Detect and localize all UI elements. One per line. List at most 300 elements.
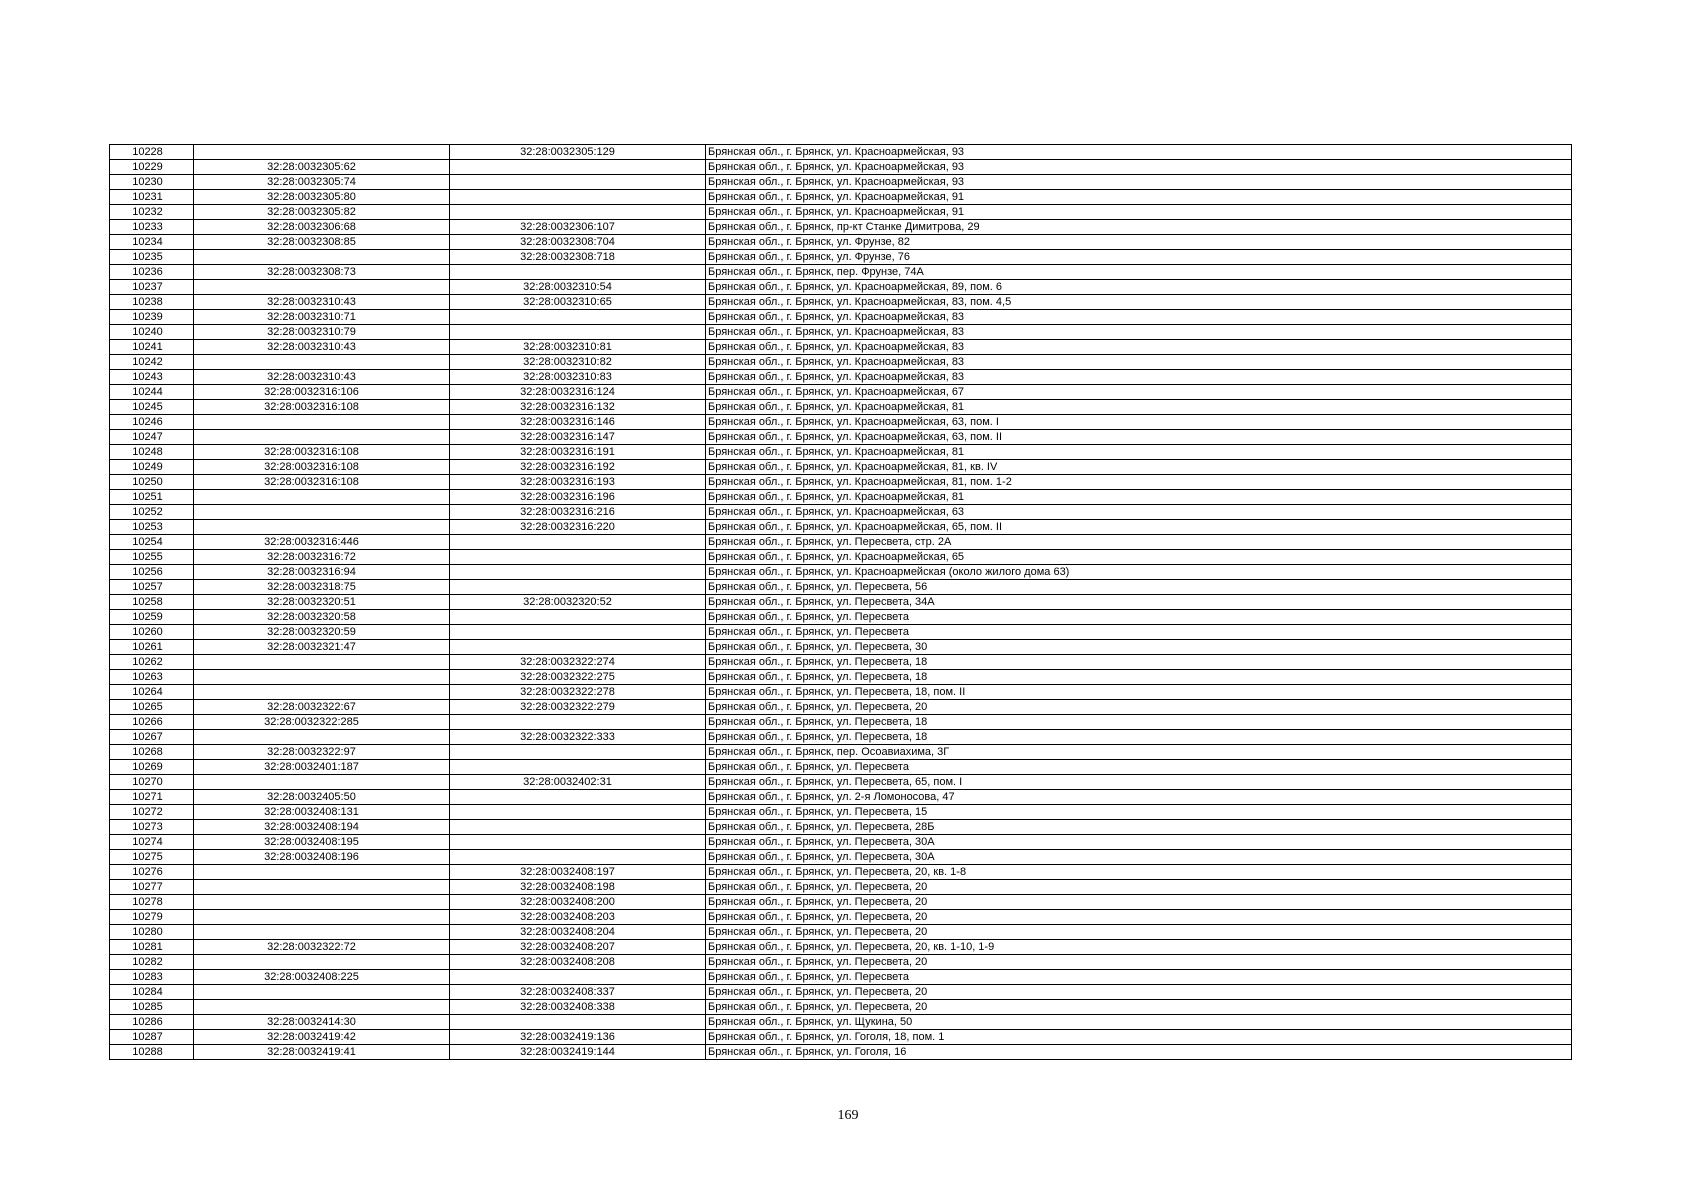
cadastral-number-cell: [194, 490, 450, 505]
cadastral-object-cell: 32:28:0032408:208: [450, 955, 706, 970]
cadastral-number-cell: 32:28:0032316:108: [194, 475, 450, 490]
row-number-cell: 10286: [110, 1015, 194, 1030]
table-row: [110, 505, 1572, 520]
cadastral-number-cell: 32:28:0032419:42: [194, 1030, 450, 1045]
cadastral-object-cell: [450, 625, 706, 640]
address-cell: Брянская обл., г. Брянск, пр-кт Станке Димитрова, 29: [706, 220, 1572, 235]
cadastral-object-cell: [450, 175, 706, 190]
row-number-cell: 10252: [110, 505, 194, 520]
address-cell: Брянская обл., г. Брянск, ул. Пересвета, 20, кв. 1-8: [706, 865, 1572, 880]
row-number-cell: 10244: [110, 385, 194, 400]
row-number-cell: 10254: [110, 535, 194, 550]
address-cell: Брянская обл., г. Брянск, ул. Красноармейская, 81, пом. 1-2: [706, 475, 1572, 490]
cadastral-object-cell: 32:28:0032322:279: [450, 700, 706, 715]
cadastral-number-cell: 32:28:0032316:108: [194, 460, 450, 475]
cadastral-object-cell: 32:28:0032310:82: [450, 355, 706, 370]
table-row: [110, 1030, 1572, 1045]
address-cell: Брянская обл., г. Брянск, ул. Красноармейская, 63, пом. II: [706, 430, 1572, 445]
row-number-cell: 10277: [110, 880, 194, 895]
cadastral-number-cell: 32:28:0032322:97: [194, 745, 450, 760]
table-row: [110, 400, 1572, 415]
cadastral-object-cell: 32:28:0032408:198: [450, 880, 706, 895]
table-row: [110, 565, 1572, 580]
row-number-cell: 10288: [110, 1045, 194, 1060]
cadastral-number-cell: 32:28:0032305:80: [194, 190, 450, 205]
cadastral-object-cell: 32:28:0032408:204: [450, 925, 706, 940]
cadastral-number-cell: 32:28:0032316:72: [194, 550, 450, 565]
cadastral-object-cell: [450, 265, 706, 280]
table-row: [110, 865, 1572, 880]
row-number-cell: 10248: [110, 445, 194, 460]
row-number-cell: 10245: [110, 400, 194, 415]
address-cell: Брянская обл., г. Брянск, ул. Пересвета: [706, 970, 1572, 985]
cadastral-object-cell: 32:28:0032310:54: [450, 280, 706, 295]
cadastral-object-cell: 32:28:0032322:278: [450, 685, 706, 700]
cadastral-number-cell: [194, 505, 450, 520]
address-cell: Брянская обл., г. Брянск, ул. Пересвета, 56: [706, 580, 1572, 595]
address-cell: Брянская обл., г. Брянск, ул. Пересвета, стр. 2А: [706, 535, 1572, 550]
cadastral-number-cell: [194, 670, 450, 685]
cadastral-object-cell: 32:28:0032316:147: [450, 430, 706, 445]
row-number-cell: 10276: [110, 865, 194, 880]
cadastral-number-cell: 32:28:0032408:131: [194, 805, 450, 820]
cadastral-object-cell: [450, 835, 706, 850]
table-row: [110, 550, 1572, 565]
table-row: [110, 1000, 1572, 1015]
cadastral-number-cell: [194, 655, 450, 670]
cadastral-number-cell: [194, 250, 450, 265]
address-cell: Брянская обл., г. Брянск, ул. Пересвета, 20: [706, 895, 1572, 910]
cadastral-number-cell: 32:28:0032419:41: [194, 1045, 450, 1060]
cadastral-number-cell: 32:28:0032320:58: [194, 610, 450, 625]
table-row: [110, 160, 1572, 175]
table-row: [110, 985, 1572, 1000]
cadastral-object-cell: 32:28:0032408:200: [450, 895, 706, 910]
cadastral-number-cell: [194, 145, 450, 160]
address-cell: Брянская обл., г. Брянск, ул. Пересвета, 20: [706, 925, 1572, 940]
cadastral-number-cell: 32:28:0032308:73: [194, 265, 450, 280]
cadastral-object-cell: 32:28:0032408:207: [450, 940, 706, 955]
cadastral-object-cell: 32:28:0032419:136: [450, 1030, 706, 1045]
cadastral-number-cell: 32:28:0032310:43: [194, 295, 450, 310]
table-row: [110, 970, 1572, 985]
row-number-cell: 10263: [110, 670, 194, 685]
address-cell: Брянская обл., г. Брянск, ул. Красноармейская, 83: [706, 340, 1572, 355]
cadastral-object-cell: [450, 310, 706, 325]
address-cell: Брянская обл., г. Брянск, ул. Красноармейская, 83: [706, 325, 1572, 340]
row-number-cell: 10257: [110, 580, 194, 595]
cadastral-number-cell: [194, 415, 450, 430]
cadastral-object-cell: [450, 805, 706, 820]
row-number-cell: 10232: [110, 205, 194, 220]
cadastral-object-cell: [450, 535, 706, 550]
cadastral-number-cell: 32:28:0032306:68: [194, 220, 450, 235]
address-cell: Брянская обл., г. Брянск, ул. Красноармейская, 63, пом. I: [706, 415, 1572, 430]
cadastral-number-cell: 32:28:0032305:82: [194, 205, 450, 220]
cadastral-number-cell: 32:28:0032405:50: [194, 790, 450, 805]
cadastral-number-cell: 32:28:0032401:187: [194, 760, 450, 775]
address-cell: Брянская обл., г. Брянск, ул. Красноармейская, 65: [706, 550, 1572, 565]
address-cell: Брянская обл., г. Брянск, ул. Красноармейская, 67: [706, 385, 1572, 400]
cadastral-object-cell: [450, 325, 706, 340]
cadastral-object-cell: 32:28:0032310:65: [450, 295, 706, 310]
cadastral-number-cell: 32:28:0032322:72: [194, 940, 450, 955]
records-table-body: [110, 145, 1572, 1060]
address-cell: Брянская обл., г. Брянск, ул. Красноармейская, 63: [706, 505, 1572, 520]
row-number-cell: 10239: [110, 310, 194, 325]
cadastral-object-cell: [450, 640, 706, 655]
row-number-cell: 10241: [110, 340, 194, 355]
address-cell: Брянская обл., г. Брянск, ул. Пересвета, 20: [706, 910, 1572, 925]
cadastral-object-cell: 32:28:0032322:274: [450, 655, 706, 670]
cadastral-number-cell: 32:28:0032316:446: [194, 535, 450, 550]
table-row: [110, 265, 1572, 280]
cadastral-number-cell: [194, 865, 450, 880]
cadastral-object-cell: [450, 820, 706, 835]
cadastral-object-cell: [450, 565, 706, 580]
cadastral-object-cell: 32:28:0032419:144: [450, 1045, 706, 1060]
address-cell: Брянская обл., г. Брянск, ул. Красноармейская, 83: [706, 370, 1572, 385]
cadastral-number-cell: [194, 430, 450, 445]
address-cell: Брянская обл., г. Брянск, ул. Красноармейская, 83, пом. 4,5: [706, 295, 1572, 310]
table-row: [110, 775, 1572, 790]
cadastral-object-cell: [450, 760, 706, 775]
row-number-cell: 10271: [110, 790, 194, 805]
row-number-cell: 10273: [110, 820, 194, 835]
row-number-cell: 10283: [110, 970, 194, 985]
address-cell: Брянская обл., г. Брянск, ул. Пересвета, 65, пом. I: [706, 775, 1572, 790]
cadastral-number-cell: [194, 925, 450, 940]
row-number-cell: 10238: [110, 295, 194, 310]
cadastral-object-cell: 32:28:0032316:220: [450, 520, 706, 535]
cadastral-object-cell: 32:28:0032316:146: [450, 415, 706, 430]
table-row: [110, 910, 1572, 925]
cadastral-number-cell: 32:28:0032310:43: [194, 370, 450, 385]
table-row: [110, 610, 1572, 625]
cadastral-number-cell: 32:28:0032316:94: [194, 565, 450, 580]
table-row: [110, 1015, 1572, 1030]
row-number-cell: 10275: [110, 850, 194, 865]
table-row: [110, 280, 1572, 295]
address-cell: Брянская обл., г. Брянск, ул. Пересвета, 15: [706, 805, 1572, 820]
address-cell: Брянская обл., г. Брянск, ул. Красноармейская, 89, пом. 6: [706, 280, 1572, 295]
row-number-cell: 10243: [110, 370, 194, 385]
row-number-cell: 10237: [110, 280, 194, 295]
table-row: [110, 445, 1572, 460]
cadastral-object-cell: 32:28:0032322:333: [450, 730, 706, 745]
address-cell: Брянская обл., г. Брянск, ул. Пересвета, 20, кв. 1-10, 1-9: [706, 940, 1572, 955]
table-row: [110, 385, 1572, 400]
row-number-cell: 10274: [110, 835, 194, 850]
cadastral-object-cell: 32:28:0032316:124: [450, 385, 706, 400]
address-cell: Брянская обл., г. Брянск, ул. Красноармейская, 81, кв. IV: [706, 460, 1572, 475]
cadastral-object-cell: [450, 610, 706, 625]
row-number-cell: 10267: [110, 730, 194, 745]
table-row: [110, 655, 1572, 670]
row-number-cell: 10231: [110, 190, 194, 205]
table-row: [110, 430, 1572, 445]
table-row: [110, 730, 1572, 745]
table-row: [110, 805, 1572, 820]
cadastral-number-cell: [194, 880, 450, 895]
row-number-cell: 10229: [110, 160, 194, 175]
table-row: [110, 715, 1572, 730]
cadastral-number-cell: 32:28:0032310:71: [194, 310, 450, 325]
address-cell: Брянская обл., г. Брянск, ул. Красноармейская, 65, пом. II: [706, 520, 1572, 535]
row-number-cell: 10269: [110, 760, 194, 775]
cadastral-object-cell: 32:28:0032320:52: [450, 595, 706, 610]
row-number-cell: 10234: [110, 235, 194, 250]
address-cell: Брянская обл., г. Брянск, ул. Пересвета, 18: [706, 670, 1572, 685]
cadastral-object-cell: 32:28:0032408:337: [450, 985, 706, 1000]
cadastral-object-cell: 32:28:0032316:191: [450, 445, 706, 460]
table-row: [110, 220, 1572, 235]
cadastral-object-cell: [450, 160, 706, 175]
row-number-cell: 10242: [110, 355, 194, 370]
page-number: 169: [837, 1108, 859, 1123]
cadastral-number-cell: 32:28:0032305:74: [194, 175, 450, 190]
table-row: [110, 940, 1572, 955]
table-row: [110, 235, 1572, 250]
table-row: [110, 595, 1572, 610]
address-cell: Брянская обл., г. Брянск, ул. Фрунзе, 76: [706, 250, 1572, 265]
address-cell: Брянская обл., г. Брянск, ул. Красноармейская, 81: [706, 490, 1572, 505]
table-row: [110, 520, 1572, 535]
address-cell: Брянская обл., г. Брянск, ул. Пересвета, 30А: [706, 850, 1572, 865]
table-row: [110, 340, 1572, 355]
address-cell: Брянская обл., г. Брянск, ул. Красноармейская, 91: [706, 190, 1572, 205]
table-row: [110, 175, 1572, 190]
cadastral-number-cell: 32:28:0032310:43: [194, 340, 450, 355]
row-number-cell: 10285: [110, 1000, 194, 1015]
cadastral-object-cell: 32:28:0032316:192: [450, 460, 706, 475]
table-row: [110, 820, 1572, 835]
row-number-cell: 10230: [110, 175, 194, 190]
row-number-cell: 10268: [110, 745, 194, 760]
table-row: [110, 535, 1572, 550]
address-cell: Брянская обл., г. Брянск, ул. Пересвета, 20: [706, 700, 1572, 715]
address-cell: Брянская обл., г. Брянск, ул. Красноармейская, 81: [706, 445, 1572, 460]
table-row: [110, 145, 1572, 160]
cadastral-number-cell: 32:28:0032310:79: [194, 325, 450, 340]
cadastral-object-cell: [450, 580, 706, 595]
cadastral-number-cell: 32:28:0032408:225: [194, 970, 450, 985]
row-number-cell: 10281: [110, 940, 194, 955]
address-cell: Брянская обл., г. Брянск, ул. Пересвета, 20: [706, 955, 1572, 970]
cadastral-object-cell: [450, 790, 706, 805]
address-cell: Брянская обл., г. Брянск, ул. Щукина, 50: [706, 1015, 1572, 1030]
address-cell: Брянская обл., г. Брянск, ул. 2-я Ломоносова, 47: [706, 790, 1572, 805]
row-number-cell: 10247: [110, 430, 194, 445]
cadastral-object-cell: [450, 190, 706, 205]
row-number-cell: 10279: [110, 910, 194, 925]
address-cell: Брянская обл., г. Брянск, ул. Гоголя, 16: [706, 1045, 1572, 1060]
cadastral-number-cell: 32:28:0032408:196: [194, 850, 450, 865]
address-cell: Брянская обл., г. Брянск, ул. Красноармейская, 83: [706, 355, 1572, 370]
cadastral-object-cell: 32:28:0032308:704: [450, 235, 706, 250]
table-row: [110, 580, 1572, 595]
row-number-cell: 10253: [110, 520, 194, 535]
address-cell: Брянская обл., г. Брянск, ул. Красноармейская, 91: [706, 205, 1572, 220]
cadastral-number-cell: 32:28:0032408:194: [194, 820, 450, 835]
table-row: [110, 880, 1572, 895]
cadastral-number-cell: [194, 1000, 450, 1015]
cadastral-number-cell: [194, 895, 450, 910]
table-row: [110, 370, 1572, 385]
row-number-cell: 10255: [110, 550, 194, 565]
address-cell: Брянская обл., г. Брянск, ул. Красноармейская (около жилого дома 63): [706, 565, 1572, 580]
cadastral-object-cell: 32:28:0032408:338: [450, 1000, 706, 1015]
address-cell: Брянская обл., г. Брянск, ул. Пересвета, 20: [706, 880, 1572, 895]
table-row: [110, 955, 1572, 970]
address-cell: Брянская обл., г. Брянск, ул. Пересвета, 30: [706, 640, 1572, 655]
row-number-cell: 10233: [110, 220, 194, 235]
cadastral-number-cell: 32:28:0032408:195: [194, 835, 450, 850]
row-number-cell: 10228: [110, 145, 194, 160]
cadastral-object-cell: [450, 745, 706, 760]
row-number-cell: 10287: [110, 1030, 194, 1045]
table-row: [110, 325, 1572, 340]
cadastral-object-cell: [450, 1015, 706, 1030]
table-row: [110, 790, 1572, 805]
cadastral-object-cell: [450, 205, 706, 220]
table-row: [110, 310, 1572, 325]
address-cell: Брянская обл., г. Брянск, ул. Пересвета, 18: [706, 730, 1572, 745]
table-row: [110, 685, 1572, 700]
row-number-cell: 10259: [110, 610, 194, 625]
table-row: [110, 1045, 1572, 1060]
row-number-cell: 10250: [110, 475, 194, 490]
cadastral-number-cell: 32:28:0032316:108: [194, 445, 450, 460]
cadastral-number-cell: [194, 955, 450, 970]
row-number-cell: 10278: [110, 895, 194, 910]
address-cell: Брянская обл., г. Брянск, ул. Пересвета, 30А: [706, 835, 1572, 850]
row-number-cell: 10270: [110, 775, 194, 790]
cadastral-object-cell: 32:28:0032402:31: [450, 775, 706, 790]
cadastral-object-cell: 32:28:0032308:718: [450, 250, 706, 265]
cadastral-object-cell: 32:28:0032310:81: [450, 340, 706, 355]
row-number-cell: 10249: [110, 460, 194, 475]
table-row: [110, 745, 1572, 760]
cadastral-number-cell: 32:28:0032414:30: [194, 1015, 450, 1030]
row-number-cell: 10256: [110, 565, 194, 580]
cadastral-number-cell: 32:28:0032316:106: [194, 385, 450, 400]
cadastral-number-cell: [194, 685, 450, 700]
address-cell: Брянская обл., г. Брянск, ул. Пересвета, 18: [706, 655, 1572, 670]
records-table: [109, 144, 1572, 1060]
address-cell: Брянская обл., г. Брянск, ул. Красноармейская, 93: [706, 145, 1572, 160]
address-cell: Брянская обл., г. Брянск, пер. Осоавиахима, 3Г: [706, 745, 1572, 760]
address-cell: Брянская обл., г. Брянск, ул. Красноармейская, 81: [706, 400, 1572, 415]
address-cell: Брянская обл., г. Брянск, ул. Пересвета, 20: [706, 1000, 1572, 1015]
address-cell: Брянская обл., г. Брянск, ул. Фрунзе, 82: [706, 235, 1572, 250]
row-number-cell: 10236: [110, 265, 194, 280]
table-row: [110, 850, 1572, 865]
cadastral-object-cell: 32:28:0032316:132: [450, 400, 706, 415]
cadastral-number-cell: 32:28:0032321:47: [194, 640, 450, 655]
address-cell: Брянская обл., г. Брянск, ул. Красноармейская, 83: [706, 310, 1572, 325]
table-row: [110, 295, 1572, 310]
cadastral-number-cell: [194, 355, 450, 370]
table-row: [110, 835, 1572, 850]
row-number-cell: 10266: [110, 715, 194, 730]
address-cell: Брянская обл., г. Брянск, ул. Пересвета, 20: [706, 985, 1572, 1000]
table-row: [110, 925, 1572, 940]
table-row: [110, 700, 1572, 715]
table-row: [110, 760, 1572, 775]
cadastral-number-cell: [194, 730, 450, 745]
cadastral-number-cell: [194, 910, 450, 925]
cadastral-object-cell: 32:28:0032316:193: [450, 475, 706, 490]
table-row: [110, 490, 1572, 505]
address-cell: Брянская обл., г. Брянск, ул. Пересвета: [706, 625, 1572, 640]
cadastral-number-cell: 32:28:0032305:62: [194, 160, 450, 175]
row-number-cell: 10251: [110, 490, 194, 505]
row-number-cell: 10261: [110, 640, 194, 655]
row-number-cell: 10240: [110, 325, 194, 340]
cadastral-number-cell: 32:28:0032320:59: [194, 625, 450, 640]
table-row: [110, 460, 1572, 475]
address-cell: Брянская обл., г. Брянск, ул. Пересвета, 18: [706, 715, 1572, 730]
table-row: [110, 250, 1572, 265]
address-cell: Брянская обл., г. Брянск, ул. Пересвета: [706, 760, 1572, 775]
row-number-cell: 10260: [110, 625, 194, 640]
table-row: [110, 475, 1572, 490]
row-number-cell: 10284: [110, 985, 194, 1000]
cadastral-object-cell: 32:28:0032305:129: [450, 145, 706, 160]
cadastral-number-cell: 32:28:0032308:85: [194, 235, 450, 250]
cadastral-object-cell: 32:28:0032408:197: [450, 865, 706, 880]
cadastral-number-cell: [194, 280, 450, 295]
cadastral-object-cell: [450, 850, 706, 865]
cadastral-number-cell: 32:28:0032318:75: [194, 580, 450, 595]
cadastral-object-cell: [450, 550, 706, 565]
address-cell: Брянская обл., г. Брянск, ул. Пересвета, 34А: [706, 595, 1572, 610]
address-cell: Брянская обл., г. Брянск, ул. Пересвета: [706, 610, 1572, 625]
row-number-cell: 10246: [110, 415, 194, 430]
cadastral-number-cell: 32:28:0032322:67: [194, 700, 450, 715]
table-row: [110, 895, 1572, 910]
cadastral-object-cell: 32:28:0032310:83: [450, 370, 706, 385]
address-cell: Брянская обл., г. Брянск, ул. Гоголя, 18, пом. 1: [706, 1030, 1572, 1045]
cadastral-number-cell: [194, 985, 450, 1000]
table-row: [110, 355, 1572, 370]
row-number-cell: 10235: [110, 250, 194, 265]
table-row: [110, 205, 1572, 220]
address-cell: Брянская обл., г. Брянск, ул. Пересвета, 18, пом. II: [706, 685, 1572, 700]
table-row: [110, 640, 1572, 655]
address-cell: Брянская обл., г. Брянск, ул. Красноармейская, 93: [706, 175, 1572, 190]
address-cell: Брянская обл., г. Брянск, ул. Пересвета, 28Б: [706, 820, 1572, 835]
table-row: [110, 670, 1572, 685]
cadastral-number-cell: 32:28:0032320:51: [194, 595, 450, 610]
cadastral-object-cell: 32:28:0032316:216: [450, 505, 706, 520]
cadastral-number-cell: 32:28:0032316:108: [194, 400, 450, 415]
cadastral-number-cell: [194, 520, 450, 535]
cadastral-object-cell: [450, 970, 706, 985]
cadastral-object-cell: 32:28:0032322:275: [450, 670, 706, 685]
row-number-cell: 10272: [110, 805, 194, 820]
table-row: [110, 190, 1572, 205]
address-cell: Брянская обл., г. Брянск, ул. Красноармейская, 93: [706, 160, 1572, 175]
cadastral-number-cell: [194, 775, 450, 790]
cadastral-object-cell: [450, 715, 706, 730]
cadastral-object-cell: 32:28:0032306:107: [450, 220, 706, 235]
address-cell: Брянская обл., г. Брянск, пер. Фрунзе, 74А: [706, 265, 1572, 280]
row-number-cell: 10264: [110, 685, 194, 700]
cadastral-object-cell: 32:28:0032316:196: [450, 490, 706, 505]
table-row: [110, 415, 1572, 430]
